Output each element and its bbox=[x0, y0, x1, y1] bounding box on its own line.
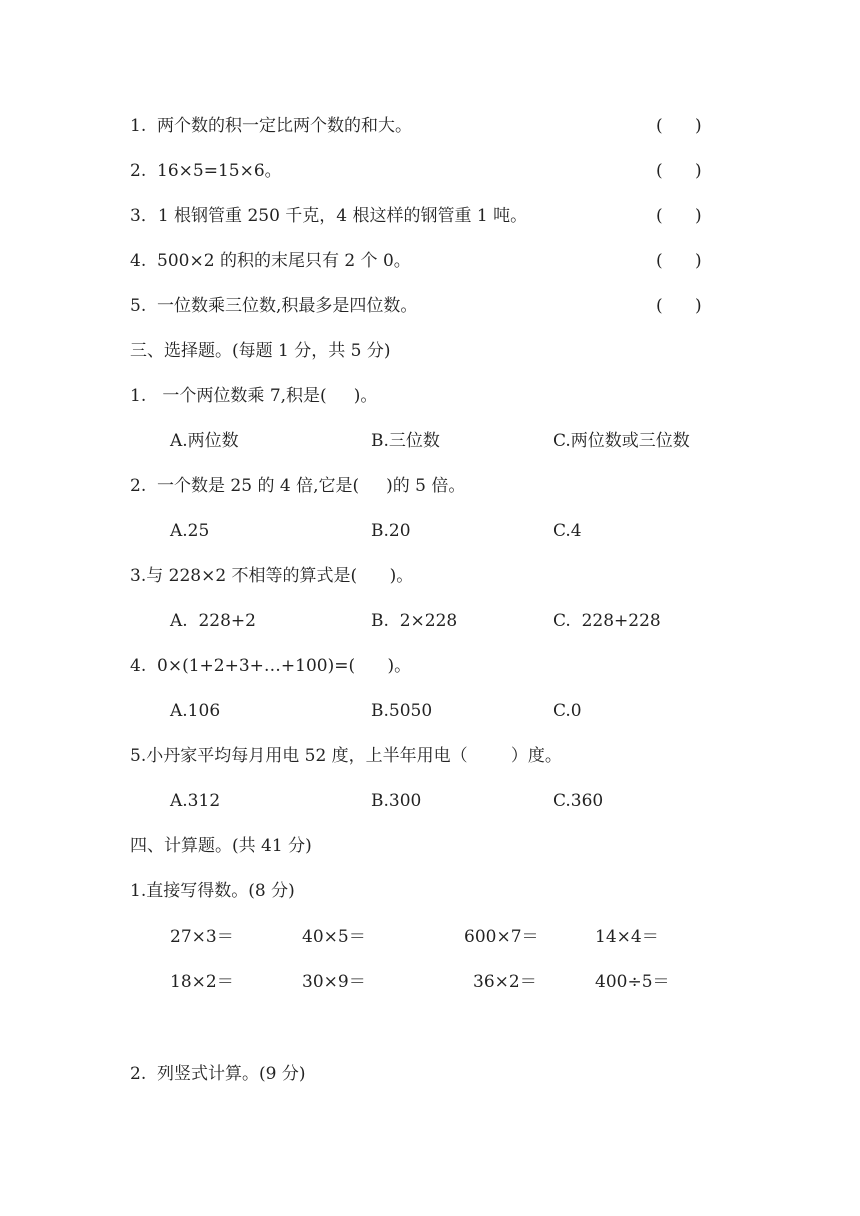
section-4-heading: 四、计算题。(共 41 分) bbox=[130, 836, 312, 856]
answer-blank-1[interactable]: ( ) bbox=[656, 116, 702, 136]
oral-calc-1: 27×3＝ bbox=[170, 927, 234, 947]
choice-3-option-b[interactable]: B. 2×228 bbox=[371, 611, 458, 631]
choice-question-1: 1. 一个两位数乘 7,积是( )。 bbox=[130, 386, 378, 406]
choice-1-option-a[interactable]: A.两位数 bbox=[170, 431, 239, 451]
choice-2-option-c[interactable]: C.4 bbox=[553, 521, 582, 541]
section-3-heading: 三、选择题。(每题 1 分，共 5 分) bbox=[130, 341, 391, 361]
choice-3-option-a[interactable]: A. 228+2 bbox=[170, 611, 256, 631]
judgement-item-3: 3．1 根钢管重 250 千克，4 根这样的钢管重 1 吨。 bbox=[130, 206, 528, 226]
choice-2-option-b[interactable]: B.20 bbox=[371, 521, 411, 541]
oral-calc-3: 600×7＝ bbox=[464, 927, 539, 947]
choice-question-3: 3.与 228×2 不相等的算式是( )。 bbox=[130, 566, 414, 586]
answer-blank-5[interactable]: ( ) bbox=[656, 296, 702, 316]
judgement-item-4: 4. 500×2 的积的末尾只有 2 个 0。 bbox=[130, 251, 411, 271]
choice-5-option-b[interactable]: B.300 bbox=[371, 791, 422, 811]
oral-calc-6: 30×9＝ bbox=[302, 972, 366, 992]
sub-question-2-heading: 2. 列竖式计算。(9 分) bbox=[130, 1064, 306, 1084]
choice-question-5: 5.小丹家平均每月用电 52 度，上半年用电（ ）度。 bbox=[130, 746, 562, 766]
choice-4-option-c[interactable]: C.0 bbox=[553, 701, 582, 721]
choice-1-option-c[interactable]: C.两位数或三位数 bbox=[553, 431, 690, 451]
choice-2-option-a[interactable]: A.25 bbox=[170, 521, 210, 541]
oral-calc-4: 14×4＝ bbox=[595, 927, 659, 947]
choice-5-option-a[interactable]: A.312 bbox=[170, 791, 221, 811]
choice-5-option-c[interactable]: C.360 bbox=[553, 791, 604, 811]
oral-calc-7: 36×2＝ bbox=[473, 972, 537, 992]
judgement-item-2: 2. 16×5=15×6。 bbox=[130, 161, 282, 181]
choice-question-4: 4. 0×(1+2+3+…+100)=( )。 bbox=[130, 656, 412, 676]
answer-blank-3[interactable]: ( ) bbox=[656, 206, 702, 226]
choice-3-option-c[interactable]: C. 228+228 bbox=[553, 611, 661, 631]
oral-calc-5: 18×2＝ bbox=[170, 972, 234, 992]
answer-blank-4[interactable]: ( ) bbox=[656, 251, 702, 271]
sub-question-1-heading: 1.直接写得数。(8 分) bbox=[130, 881, 295, 901]
judgement-item-5: 5. 一位数乘三位数,积最多是四位数。 bbox=[130, 296, 418, 316]
judgement-item-1: 1. 两个数的积一定比两个数的和大。 bbox=[130, 116, 413, 136]
choice-1-option-b[interactable]: B.三位数 bbox=[371, 431, 440, 451]
choice-4-option-a[interactable]: A.106 bbox=[170, 701, 221, 721]
oral-calc-8: 400÷5＝ bbox=[595, 972, 670, 992]
choice-question-2: 2. 一个数是 25 的 4 倍,它是( )的 5 倍。 bbox=[130, 476, 466, 496]
answer-blank-2[interactable]: ( ) bbox=[656, 161, 702, 181]
oral-calc-2: 40×5＝ bbox=[302, 927, 366, 947]
choice-4-option-b[interactable]: B.5050 bbox=[371, 701, 433, 721]
